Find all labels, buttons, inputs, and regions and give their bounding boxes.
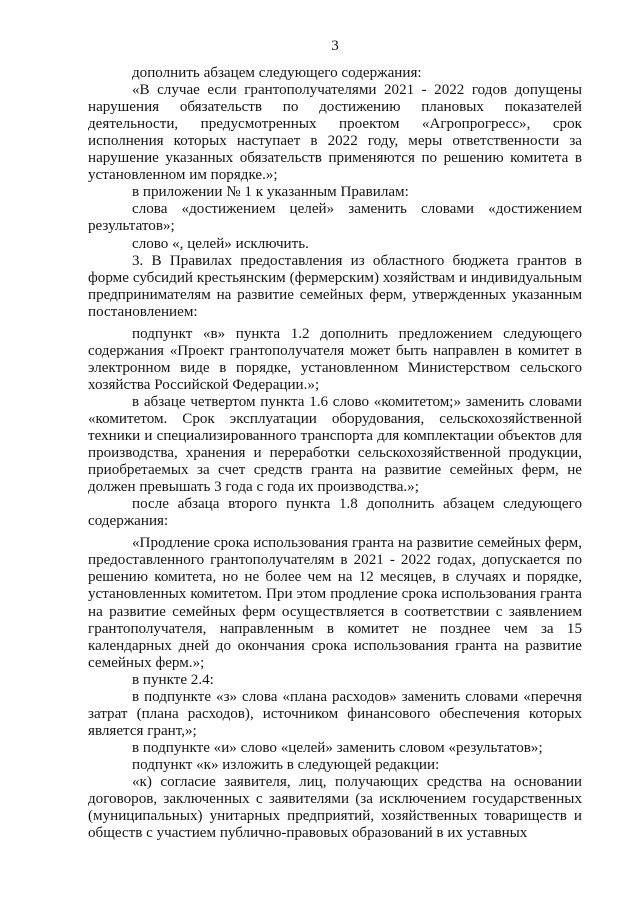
paragraph-10: «Продление срока использования гранта на развитие семейных ферм, предоставленного грантополучателям в 2021 - 2022 годах, допускается по решению комитета, но не более чем на 12 месяцев, в случаях и порядке, установленных комитетом. При этом продление срока использования гранта на развитие семейных ферм осуществляется в соответствии с заявлением грантополучателя, направленным в комитет не позднее чем за 15 календарных дней до окончания срока использования гранта на развитие семейных ферм.»; xyxy=(88,535,582,671)
paragraph-4: слова «достижением целей» заменить словами «достижением результатов»; xyxy=(88,201,582,235)
page-number: 3 xyxy=(331,38,339,54)
paragraph-9: после абзаца второго пункта 1.8 дополнить абзацем следующего содержания: xyxy=(88,496,582,530)
paragraph-6: 3. В Правилах предоставления из областного бюджета грантов в форме субсидий крестьянским (фермерским) хозяйствам и индивидуальным предпринимателям на развитие семейных ферм, утвержденных указанным постановлением: xyxy=(88,252,582,320)
paragraph-8: в абзаце четвертом пункта 1.6 слово «комитетом;» заменить словами «комитетом. Срок эксплуатации оборудования, сельскохозяйственной техники и специализированного транспорта для комплектации объектов для производства, хранения и переработки сельскохозяйственной продукции, приобретаемых за счет средств гранта на развитие семейных ферм, не должен превышать 3 года с года их производства.»; xyxy=(88,393,582,496)
paragraph-14: подпункт «к» изложить в следующей редакции: xyxy=(132,756,440,773)
paragraph-3: в приложении № 1 к указанным Правилам: xyxy=(132,184,409,201)
paragraph-7: подпункт «в» пункта 1.2 дополнить предложением следующего содержания «Проект грантополучателя может быть направлен в комитет в электронном виде в порядке, установленном Министерством сельского хозяйства Российской Федерации.»; xyxy=(88,325,582,393)
paragraph-15: «к) согласие заявителя, лиц, получающих средства на основании договоров, заключенных с заявителями (за исключением государственных (муниципальных) унитарных предприятий, хозяйственных товариществ и обществ с участием публично-правовых образований в их уставных xyxy=(88,773,582,842)
paragraph-13: в подпункте «и» слово «целей» заменить словом «результатов»; xyxy=(132,739,543,756)
paragraph-1: дополнить абзацем следующего содержания: xyxy=(132,65,422,82)
paragraph-5: слово «, целей» исключить. xyxy=(132,235,309,252)
paragraph-2: «В случае если грантополучателями 2021 - 2022 годов допущены нарушения обязательств по достижению плановых показателей деятельности, предусмотренных проектом «Агропрогресс», срок исполнения которых наступает в 2022 году, меры ответственности за нарушение указанных обязательств применяются по решению комитета в установленном им порядке.»; xyxy=(88,82,582,184)
paragraph-11: в пункте 2.4: xyxy=(132,671,214,688)
document-page xyxy=(88,38,582,842)
paragraph-12: в подпункте «з» слова «плана расходов» заменить словами «перечня затрат (плана расходов), источником финансового обеспечения которых является грант,»; xyxy=(88,688,582,739)
